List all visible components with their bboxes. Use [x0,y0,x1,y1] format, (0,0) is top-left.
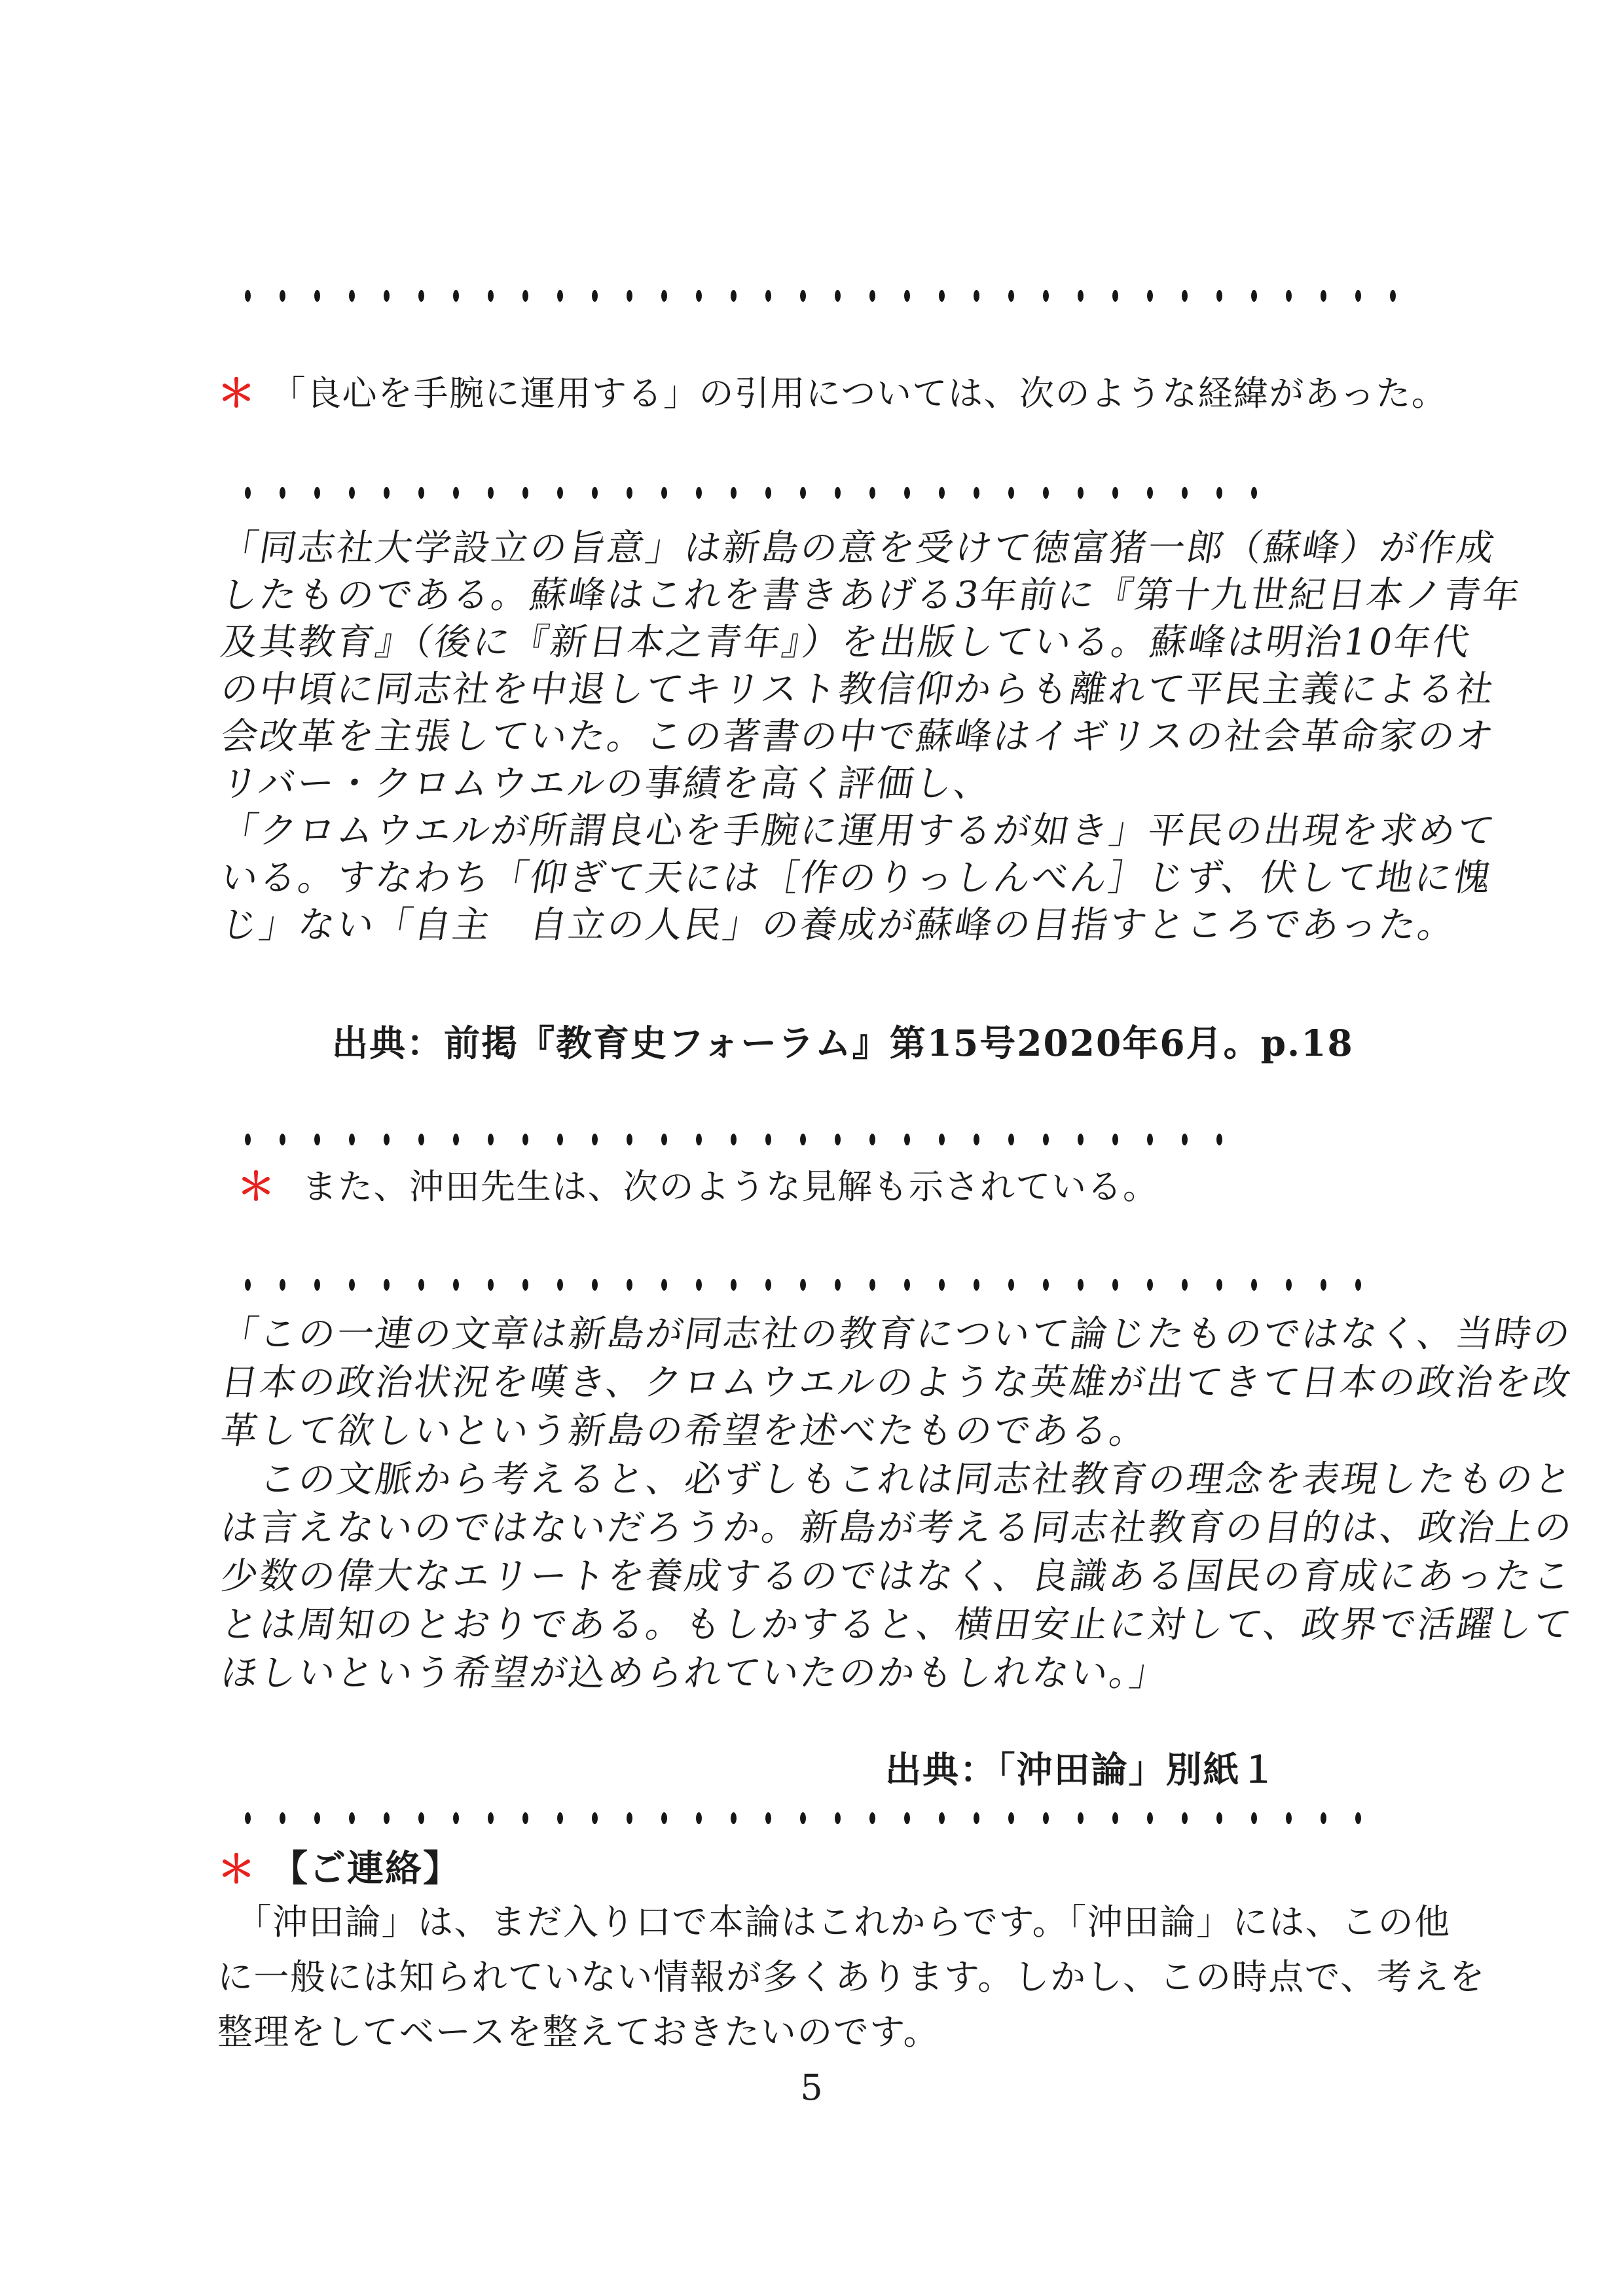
separator-dot [974,487,979,499]
separator-dot [731,487,737,499]
separator-dot [765,1812,771,1824]
quote-line [217,525,1518,572]
quotation-block-1 [217,525,1525,949]
separator-dot [627,290,632,302]
separator-dot [349,1812,355,1824]
separator-dot [661,1812,667,1824]
separator-dot [731,1812,737,1824]
separator-dot [731,290,737,302]
separator-dot [453,1812,459,1824]
separator-dot [765,290,771,302]
separator-dot [280,1812,285,1824]
separator-dot [522,1812,528,1824]
quote-text: この文脈から考えると、必ずしもこれは同志社教育の理念を表現したものと [217,1458,1577,1501]
separator-dot [1078,1134,1084,1145]
quote-text: ほしいという希望が込められていたのかもしれない。」 [217,1652,1173,1695]
separator-dot [627,1812,632,1824]
separator-dot [1043,290,1049,302]
separator-dot [869,487,875,499]
separator-dot [592,290,598,302]
separator-dot [314,1812,320,1824]
separator-dot [384,1134,390,1145]
separator-dot [1008,1134,1014,1145]
separator-dot [1251,290,1257,302]
quote-line [217,1456,1577,1504]
notice-body [217,1895,1486,2060]
separator-dot [592,1134,598,1145]
separator-dot [1008,1812,1014,1824]
red-asterisk-marker: ＊ [217,1847,257,1892]
dotted-separator-4 [245,1278,1390,1291]
separator-dot [349,1134,355,1145]
separator-dot [245,1134,251,1145]
separator-dot [1216,290,1222,302]
separator-dot [904,487,910,499]
separator-dot [1147,487,1153,499]
separator-dot [557,290,563,302]
separator-dot [522,1279,528,1291]
quote-text: したものである。蘇峰はこれを書きあげる3年前に『第十九世紀日本ノ青年 [217,574,1525,617]
separator-dot [869,1279,875,1291]
separator-dot [280,290,285,302]
quote-text: とは周知のとおりである。もしかすると、横田安止に対して、政界で活躍して [217,1604,1576,1646]
separator-dot [245,1279,251,1291]
separator-dot [869,1812,875,1824]
separator-dot [1112,1279,1118,1291]
separator-dot [696,1134,702,1145]
notice-text-line: に一般には知られていない情報が多くあります。しかし、この時点で、考えを [217,1956,1486,1998]
separator-dot [592,1279,598,1291]
separator-dot [557,1134,563,1145]
separator-dot [1286,1279,1292,1291]
dotted-separator-2 [245,486,1286,499]
page-number: 5 [800,2067,823,2108]
separator-dot [1147,1134,1153,1145]
separator-dot [453,1134,459,1145]
separator-dot [1216,1812,1222,1824]
separator-dot [835,1279,841,1291]
quote-line [217,761,1518,808]
separator-dot [349,487,355,499]
source-credit-1: 出典：前掲『教育史フォーラム』第15号2020年6月。p.18 [332,1022,1354,1064]
separator-dot [592,487,598,499]
quote-line [217,1504,1577,1552]
quote-line [217,572,1525,619]
separator-dot [696,290,702,302]
quote-text: いる。すなわち「仰ぎて天には［作のりっしんべん］じず、伏して地に愧 [217,857,1496,899]
separator-dot [939,1812,945,1824]
separator-dot [696,1812,702,1824]
quote-line [217,1649,1569,1698]
separator-dot [627,1134,632,1145]
dotted-separator-5 [245,1811,1390,1824]
separator-dot [418,290,424,302]
quote-line [217,1552,1576,1601]
separator-dot [488,1812,494,1824]
quote-line [217,1359,1575,1407]
separator-dot [1355,1812,1361,1824]
separator-dot [1078,1812,1084,1824]
separator-dot [974,1279,979,1291]
quote-line [217,855,1518,902]
separator-dot [1251,487,1257,499]
second-note-line [237,1159,1159,1213]
second-note-text: また、沖田先生は、次のような見解も示されている。 [302,1167,1159,1207]
separator-dot [869,290,875,302]
red-asterisk-marker: ＊ [237,1164,276,1209]
separator-dot [835,487,841,499]
separator-dot [488,290,494,302]
separator-dot [280,1279,285,1291]
separator-dot [453,487,459,499]
separator-dot [1112,487,1118,499]
separator-dot [592,1812,598,1824]
separator-dot [384,1812,390,1824]
notice-heading-line [217,1842,1486,1895]
separator-dot [1355,1279,1361,1291]
separator-dot [1043,487,1049,499]
separator-dot [1008,1279,1014,1291]
separator-dot [1147,290,1153,302]
separator-dot [835,290,841,302]
notice-text-line: 「沖田論」は、まだ入り口で本論はこれからです。「沖田論」には、この他 [217,1901,1451,1943]
separator-dot [835,1134,841,1145]
separator-dot [453,1279,459,1291]
separator-dot [939,290,945,302]
separator-dot [627,487,632,499]
separator-dot [939,487,945,499]
separator-dot [1216,1279,1222,1291]
separator-dot [1216,1134,1222,1145]
separator-dot [349,1279,355,1291]
dotted-separator-3 [245,1132,1251,1145]
separator-dot [765,1279,771,1291]
separator-dot [800,1134,806,1145]
separator-dot [1321,290,1326,302]
separator-dot [800,290,806,302]
quote-text: 「同志社大学設立の旨意」は新島の意を受けて徳富猪一郎（蘇峰）が作成 [217,527,1499,569]
separator-dot [280,487,285,499]
separator-dot [1251,1812,1257,1824]
separator-dot [661,1134,667,1145]
separator-dot [418,487,424,499]
separator-dot [453,290,459,302]
separator-dot [696,487,702,499]
dotted-separator-1 [245,289,1425,302]
separator-dot [835,1812,841,1824]
separator-dot [349,290,355,302]
separator-dot [800,487,806,499]
quote-line [217,808,1518,855]
separator-dot [557,487,563,499]
separator-dot [314,290,320,302]
separator-dot [661,290,667,302]
separator-dot [1182,1279,1188,1291]
separator-dot [627,1279,632,1291]
separator-dot [765,1134,771,1145]
separator-dot [488,1134,494,1145]
separator-dot [1078,290,1084,302]
separator-dot [800,1279,806,1291]
separator-dot [1008,290,1014,302]
separator-dot [245,487,251,499]
separator-dot [1286,1812,1292,1824]
separator-dot [314,1279,320,1291]
quote-line [217,1407,1569,1456]
quote-text: 革して欲しいという新島の希望を述べたものである。 [217,1410,1152,1452]
separator-dot [488,1279,494,1291]
source-credit-2: 出典：「沖田論」別紙１ [885,1748,1278,1791]
separator-dot [1112,1134,1118,1145]
separator-dot [661,1279,667,1291]
separator-dot [661,487,667,499]
separator-dot [869,1134,875,1145]
separator-dot [904,290,910,302]
separator-dot [1043,1134,1049,1145]
separator-dot [1078,487,1084,499]
red-asterisk-marker: ＊ [217,371,257,416]
quote-text: 日本の政治状況を嘆き、クロムウエルのような英雄が出てきて日本の政治を改 [217,1361,1575,1404]
separator-dot [904,1134,910,1145]
separator-dot [1251,1279,1257,1291]
quote-line [217,713,1518,761]
separator-dot [939,1134,945,1145]
separator-dot [384,1279,390,1291]
separator-dot [384,290,390,302]
separator-dot [974,290,979,302]
quote-text: リバー・クロムウエルの事績を高く評価し、 [217,762,996,805]
separator-dot [557,1812,563,1824]
quotation-block-2 [217,1310,1577,1698]
separator-dot [522,290,528,302]
separator-dot [557,1279,563,1291]
quote-text: 「この一連の文章は新島が同志社の教育について論じたものではなく、当時の [217,1313,1575,1355]
separator-dot [1147,1812,1153,1824]
separator-dot [939,1279,945,1291]
separator-dot [1355,290,1361,302]
separator-dot [800,1812,806,1824]
quote-text: 「クロムウエルが所謂良心を手腕に運用するが如き」平民の出現を求めて [217,810,1499,852]
separator-dot [245,290,251,302]
quote-text: 会改革を主張していた。この著書の中で蘇峰はイギリスの社会革命家のオ [217,715,1499,758]
separator-dot [488,487,494,499]
separator-dot [314,487,320,499]
notice-block [217,1842,1486,2060]
quote-text: じ」ない「自主 自立の人民」の養成が蘇峰の目指すところであった。 [217,904,1460,946]
quote-line [217,619,1518,666]
separator-dot [418,1279,424,1291]
separator-dot [696,1279,702,1291]
separator-dot [418,1812,424,1824]
separator-dot [1008,487,1014,499]
separator-dot [974,1134,979,1145]
separator-dot [1182,487,1188,499]
separator-dot [904,1812,910,1824]
separator-dot [1182,1812,1188,1824]
notice-text-line: 整理をしてベースを整えておきたいのです。 [217,2011,939,2053]
quote-text: の中頃に同志社を中退してキリスト教信仰からも離れて平民主義による社 [217,668,1499,711]
intro-note-text: 「良心を手腕に運用する」の引用については、次のような経緯があった。 [270,374,1448,414]
quote-line [217,902,1518,949]
intro-note-line [217,366,1447,420]
separator-dot [1043,1812,1049,1824]
separator-dot [731,1134,737,1145]
separator-dot [1216,487,1222,499]
separator-dot [1182,290,1188,302]
quote-line [217,666,1518,713]
separator-dot [522,1134,528,1145]
separator-dot [1078,1279,1084,1291]
separator-dot [1286,290,1292,302]
separator-dot [1321,1279,1326,1291]
separator-dot [280,1134,285,1145]
separator-dot [384,487,390,499]
separator-dot [1182,1134,1188,1145]
separator-dot [245,1812,251,1824]
notice-heading-text: 【ご連絡】 [271,1847,462,1890]
quote-text: 少数の偉大なエリートを養成するのではなく、良識ある国民の育成にあったこ [217,1555,1576,1598]
separator-dot [418,1134,424,1145]
separator-dot [731,1279,737,1291]
separator-dot [1147,1279,1153,1291]
quote-line [217,1310,1575,1359]
separator-dot [522,487,528,499]
quote-text: は言えないのではないだろうか。新島が考える同志社教育の目的は、政治上の [217,1507,1577,1549]
separator-dot [765,487,771,499]
separator-dot [1390,290,1396,302]
separator-dot [314,1134,320,1145]
separator-dot [1112,1812,1118,1824]
separator-dot [904,1279,910,1291]
separator-dot [1043,1279,1049,1291]
separator-dot [974,1812,979,1824]
quote-text: 及其教育』（後に『新日本之青年』）を出版している。蘇峰は明治10年代 [217,621,1475,664]
separator-dot [1112,290,1118,302]
quote-line [217,1601,1576,1649]
separator-dot [1321,1812,1326,1824]
